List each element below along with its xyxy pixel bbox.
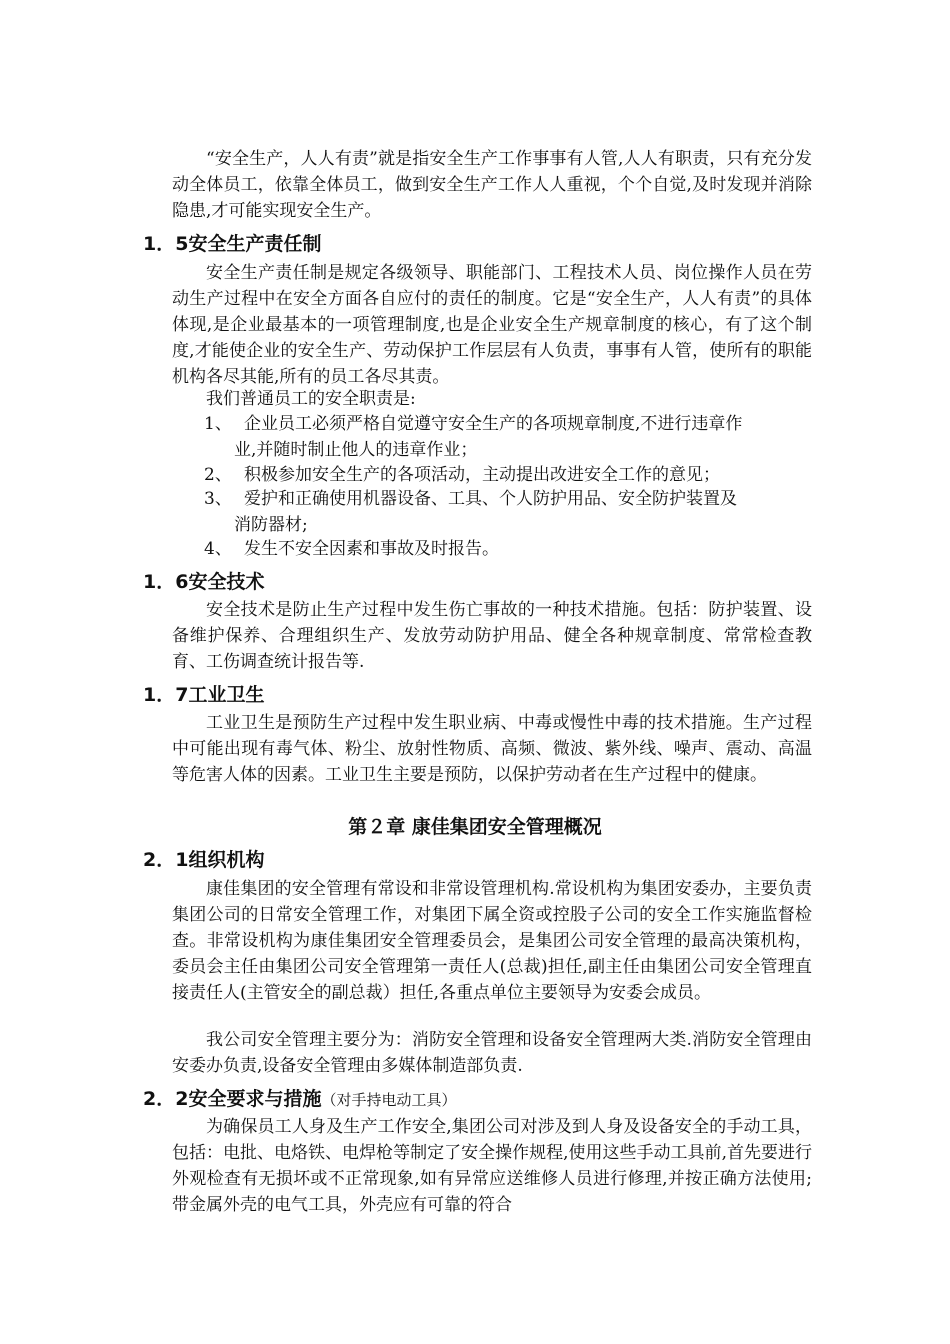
- chapter-2-title: 第２章 康佳集团安全管理概况: [348, 816, 602, 838]
- duty-number: 1、: [204, 414, 232, 434]
- duty-text: 积极参加安全生产的各项活动，主动提出改进安全工作的意见；: [244, 465, 720, 485]
- section-2-2-paragraph: 为确保员工人身及生产工作安全,集团公司对涉及到人身及设备安全的手动工具，包括：电批、电烙铁、电焊枪等制定了安全操作规程,使用这些手动工具前,首先要进行外观检查有无损坏或不正常现象,如有异常应送维修人员进行修理,并按正确方法使用;带金属外壳的电气工具，外壳应有可靠的符合: [172, 1117, 812, 1215]
- duty-item-2: [204, 462, 812, 488]
- section-2-2-heading: [143, 1086, 456, 1113]
- section-1-5-paragraph: 安全生产责任制是规定各级领导、职能部门、工程技术人员、岗位操作人员在劳动生产过程中在安全方面各自应付的责任的制度。它是“安全生产，人人有责”的具体体现,是企业最基本的一项管理制度,也是企业安全生产规章制度的核心，有了这个制度,才能使企业的安全生产、劳动保护工作层层有人负责，事事有人管，使所有的职能机构各尽其能,所有的员工各尽其责。: [172, 263, 812, 387]
- section-1-6-paragraph: 安全技术是防止生产过程中发生伤亡事故的一种技术措施。包括：防护装置、设备维护保养、合理组织生产、发放劳动防护用品、健全各种规章制度、常常检查教育、工伤调查统计报告等.: [172, 600, 812, 672]
- intro-paragraph: “安全生产，人人有责”就是指安全生产工作事事有人管,人人有职责，只有充分发动全体员工，依靠全体员工，做到安全生产工作人人重视，个个自觉,及时发现并消除隐患,才可能实现安全生产。: [172, 149, 812, 221]
- duty-text-continued: 消防器材;: [234, 515, 308, 535]
- section-1-6-heading: 1．6安全技术: [143, 571, 265, 593]
- duty-number: 3、: [204, 489, 232, 509]
- duty-item-1: [204, 411, 812, 463]
- duties-intro: 我们普通员工的安全职责是:: [206, 389, 416, 409]
- section-2-1-paragraph-1: 康佳集团的安全管理有常设和非常设管理机构.常设机构为集团安委办，主要负责集团公司的日常安全管理工作，对集团下属全资或控股子公司的安全工作实施监督检查。非常设机构为康佳集团安全管理委员会，是集团公司安全管理的最高决策机构，委员会主任由集团公司安全管理第一责任人(总裁)担任,副主任由集团公司安全管理直接责任人(主管安全的副总裁）担任,各重点单位主要领导为安委会成员。: [172, 879, 812, 1003]
- section-2-2-heading-subtitle: （对手持电动工具）: [321, 1091, 457, 1109]
- section-2-1-paragraph-2: 我公司安全管理主要分为：消防安全管理和设备安全管理两大类.消防安全管理由安委办负责,设备安全管理由多媒体制造部负责.: [172, 1030, 812, 1076]
- duty-item-4: [204, 536, 812, 562]
- section-2-1-heading: 2．1组织机构: [143, 849, 265, 871]
- duty-text: 爱护和正确使用机器设备、工具、个人防护用品、安全防护装置及: [244, 489, 737, 509]
- section-1-7-paragraph: 工业卫生是预防生产过程中发生职业病、中毒或慢性中毒的技术措施。生产过程中可能出现有毒气体、粉尘、放射性物质、高频、微波、紫外线、噪声、震动、高温等危害人体的因素。工业卫生主要是预防，以保护劳动者在生产过程中的健康。: [172, 713, 812, 785]
- section-2-2-heading-text: 2．2安全要求与措施: [143, 1088, 322, 1110]
- section-1-5-heading: 1．5安全生产责任制: [143, 233, 322, 255]
- duty-text: 发生不安全因素和事故及时报告。: [244, 539, 499, 559]
- duty-text-continued: 业,并随时制止他人的违章作业；: [234, 440, 478, 460]
- duty-item-3: [204, 486, 812, 538]
- section-1-7-heading: 1．7工业卫生: [143, 684, 265, 706]
- duty-number: 2、: [204, 465, 232, 485]
- duty-text: 企业员工必须严格自觉遵守安全生产的各项规章制度,不进行违章作: [244, 414, 743, 434]
- duty-number: 4、: [204, 539, 232, 559]
